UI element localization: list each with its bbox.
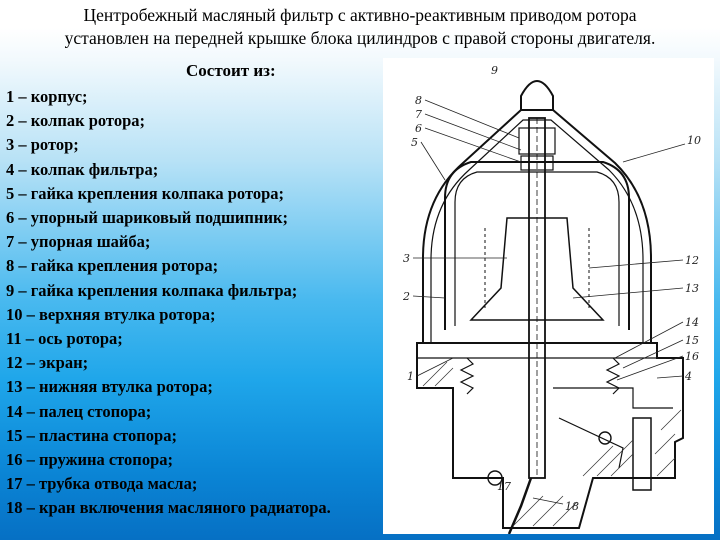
callout-6: 6: [415, 122, 422, 135]
part-item: 18 – кран включения масляного радиатора.: [6, 498, 331, 518]
part-item: 1 – корпус;: [6, 87, 88, 106]
part-item: 8 – гайка крепления ротора;: [6, 256, 219, 276]
callout-13: 13: [685, 282, 699, 295]
callout-15: 15: [685, 334, 699, 347]
rotor-body: [471, 218, 603, 320]
callout-8: 8: [415, 94, 422, 107]
callout-17: 17: [497, 480, 511, 493]
callout-5: 5: [411, 136, 418, 149]
part-item: 14 – палец стопора;: [6, 401, 152, 421]
cap-nut: [521, 81, 553, 110]
part-item: 16 – пружина стопора;: [6, 450, 173, 470]
callout-18: 18: [565, 500, 579, 513]
callout-16: 16: [685, 350, 699, 363]
part-item: 15 – пластина стопора;: [6, 425, 177, 445]
title-line-2: установлен на передней крышке блока цилиндров с правой стороны двигателя.: [64, 28, 656, 48]
radiator-valve: [633, 418, 651, 490]
part-item: 17 – трубка отвода масла;: [6, 474, 198, 494]
title-line-1: Центробежный масляный фильтр с активно-реактивным приводом ротора: [83, 5, 637, 25]
part-item: 3 – ротор;: [6, 135, 79, 155]
callout-7: 7: [415, 108, 422, 121]
parts-list: [6, 85, 331, 521]
callout-3: 3: [403, 252, 410, 265]
part-item: 11 – ось ротора;: [6, 329, 123, 349]
filter-drawing-svg: [383, 58, 714, 534]
filter-cross-section-drawing: [383, 58, 714, 534]
part-item: 10 – верхняя втулка ротора;: [6, 304, 216, 324]
parts-heading: Состоит из:: [186, 61, 276, 80]
part-item: 7 – упорная шайба;: [6, 232, 151, 252]
callout-10: 10: [687, 134, 701, 147]
callout-labels: [402, 64, 701, 513]
callout-12: 12: [685, 254, 699, 267]
callout-4: 4: [685, 370, 692, 383]
callout-2: 2: [403, 290, 410, 303]
slide-title: [0, 4, 720, 50]
oil-drain-tube: [509, 478, 531, 534]
part-item: 12 – экран;: [6, 353, 89, 373]
part-item: 9 – гайка крепления колпака фильтра;: [6, 280, 298, 300]
callout-14: 14: [685, 316, 699, 329]
part-item: 6 – упорный шариковый подшипник;: [6, 208, 288, 228]
callout-9: 9: [491, 64, 498, 77]
part-item: 5 – гайка крепления колпака ротора;: [6, 183, 285, 203]
part-item: 4 – колпак фильтра;: [6, 159, 159, 179]
part-item: 2 – колпак ротора;: [6, 111, 145, 131]
callout-1: 1: [407, 370, 414, 383]
part-item: 13 – нижняя втулка ротора;: [6, 377, 213, 397]
oil-channel: [553, 388, 673, 408]
stopper-spring-left: [461, 358, 473, 394]
